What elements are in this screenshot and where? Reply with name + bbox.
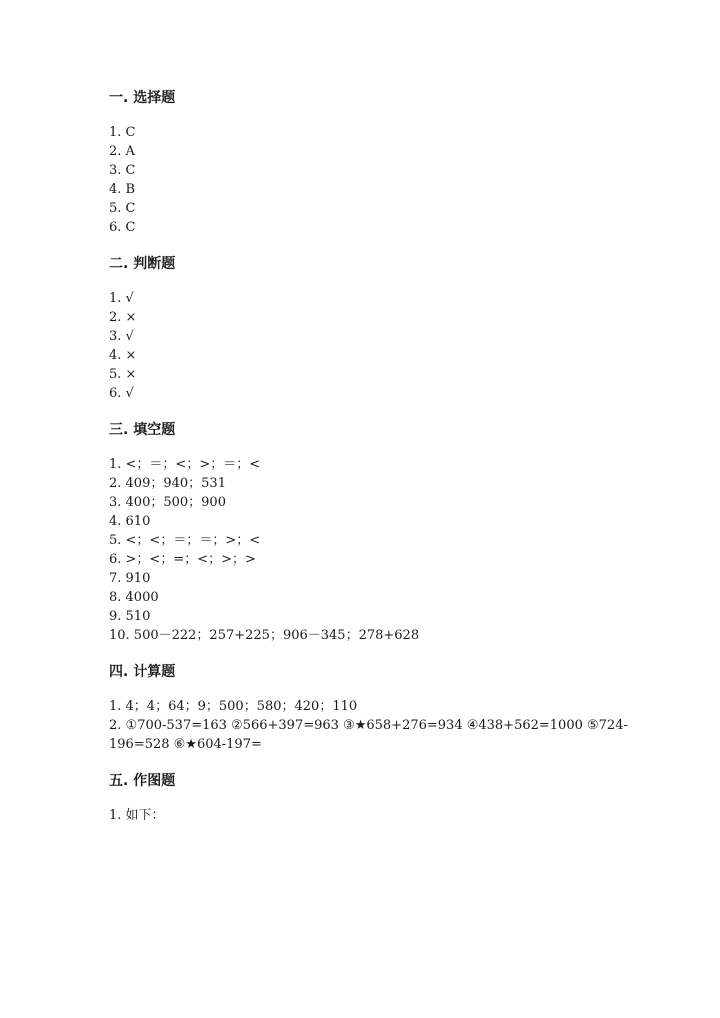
- answer-item: 196=528 ⑥★604-197=: [109, 737, 262, 752]
- answer-item: 4. B: [109, 182, 136, 197]
- answer-list: [109, 455, 649, 645]
- section-multiple-choice: [109, 88, 649, 237]
- section-title: 一. 选择题: [109, 90, 176, 106]
- section-drawing: [109, 771, 649, 825]
- answer-item: 7. 910: [109, 571, 151, 586]
- answer-item: 6. >；<；=；<；>；>: [109, 552, 256, 567]
- answer-item: 1. √: [109, 291, 134, 306]
- answer-list: [109, 697, 649, 754]
- section-fill-blank: [109, 420, 649, 645]
- section-title: 三. 填空题: [109, 422, 176, 438]
- answer-item: 3. 400；500；900: [109, 495, 226, 510]
- answer-item: 1. C: [109, 125, 136, 140]
- answer-item: 1. <；＝；<；>；＝；<: [109, 457, 261, 472]
- answer-item: 4. 610: [109, 514, 151, 529]
- answer-item: 6. C: [109, 220, 136, 235]
- answer-item: 9. 510: [109, 609, 151, 624]
- answer-document: [109, 88, 649, 842]
- section-title: 二. 判断题: [109, 256, 176, 272]
- answer-item: 2. ①700-537=163 ②566+397=963 ③★658+276=934 ④438+562=1000 ⑤724-: [109, 718, 628, 733]
- answer-item: 5. C: [109, 201, 136, 216]
- answer-item: 2. 409；940；531: [109, 476, 226, 491]
- answer-item: 10. 500－222；257+225；906－345；278+628: [109, 628, 420, 643]
- section-true-false: [109, 254, 649, 403]
- answer-item: 1. 4；4；64；9；500；580；420；110: [109, 699, 358, 714]
- answer-list: [109, 806, 649, 825]
- answer-item: 8. 4000: [109, 590, 159, 605]
- answer-item: 2. A: [109, 144, 135, 159]
- section-title: 五. 作图题: [109, 773, 176, 789]
- section-calculation: [109, 662, 649, 754]
- answer-item: 5. ×: [109, 367, 137, 382]
- answer-item: 2. ×: [109, 310, 137, 325]
- answer-item: 4. ×: [109, 348, 137, 363]
- section-title: 四. 计算题: [109, 664, 176, 680]
- answer-list: [109, 289, 649, 403]
- answer-item: 1. 如下：: [109, 808, 165, 823]
- answer-list: [109, 123, 649, 237]
- answer-item: 6. √: [109, 386, 134, 401]
- answer-item: 5. <；<；＝；＝；>；<: [109, 533, 261, 548]
- answer-item: 3. √: [109, 329, 134, 344]
- answer-item: 3. C: [109, 163, 136, 178]
